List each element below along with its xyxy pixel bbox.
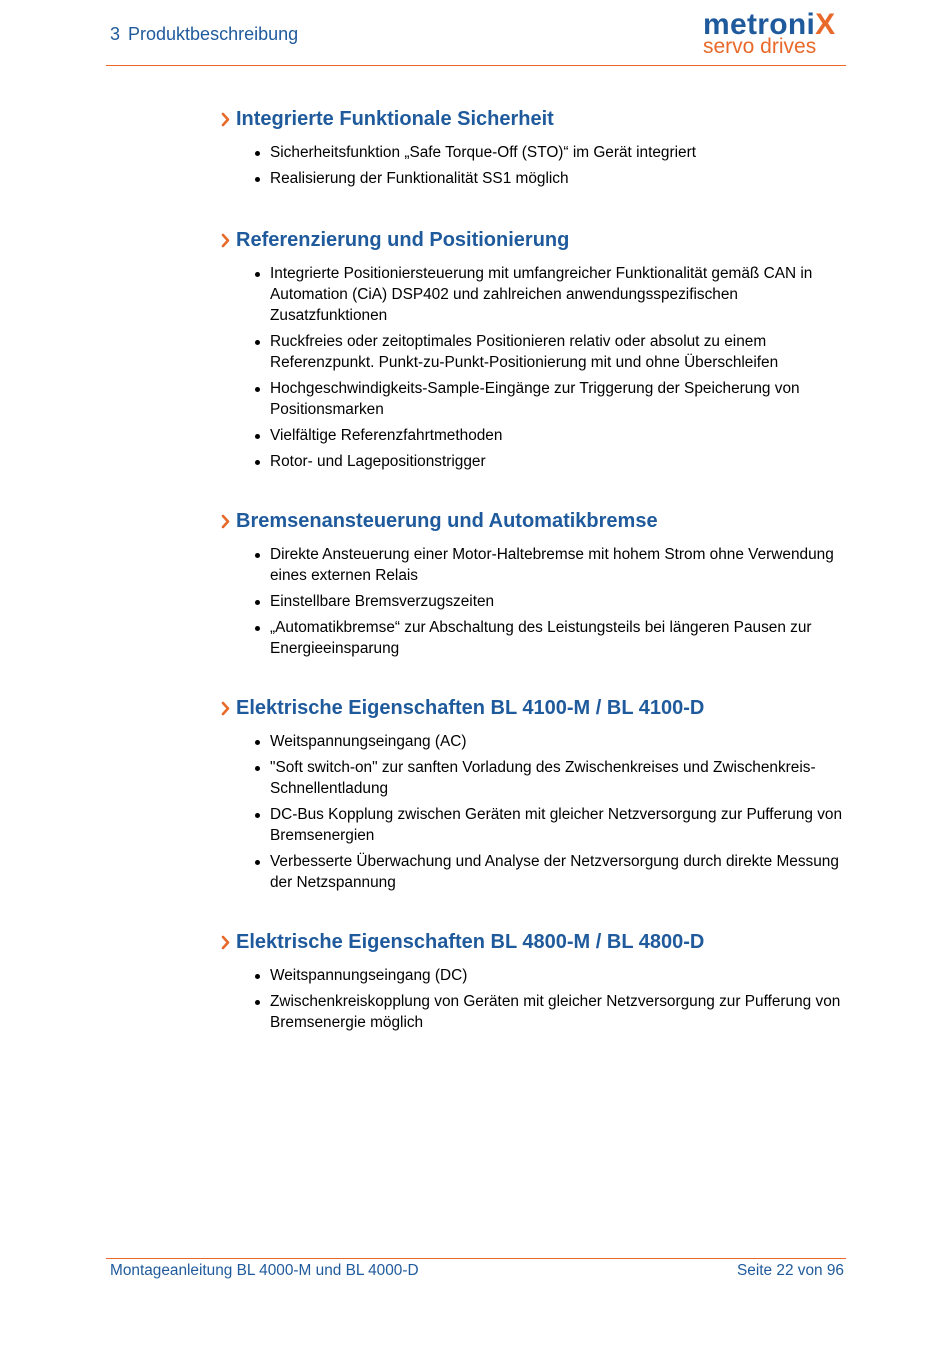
bullet-icon: [255, 151, 260, 156]
section: [220, 929, 850, 1033]
chevron-right-icon: [220, 106, 232, 132]
section-title: Integrierte Funktionale Sicherheit: [236, 108, 554, 130]
list-item: [220, 757, 850, 799]
bullet-icon: [255, 813, 260, 818]
list-item: [220, 331, 850, 373]
bullet-list: [220, 142, 850, 189]
list-item-text: Weitspannungseingang (AC): [270, 733, 467, 750]
chevron-right-icon: [220, 227, 232, 253]
bullet-icon: [255, 860, 260, 865]
chapter-number: 3: [110, 24, 121, 44]
section: [220, 508, 850, 659]
bullet-icon: [255, 766, 260, 771]
list-item-text: Sicherheitsfunktion „Safe Torque-Off (STO)“ im Gerät integriert: [270, 144, 696, 161]
bullet-icon: [255, 177, 260, 182]
list-item: [220, 168, 850, 189]
bullet-icon: [255, 600, 260, 605]
list-item-text: Hochgeschwindigkeits-Sample-Eingänge zur Triggerung der Speicherung von Positionsmarken: [270, 380, 800, 418]
bullet-icon: [255, 626, 260, 631]
list-item-text: Verbesserte Überwachung und Analyse der Netzversorgung durch direkte Messung der Netzspannung: [270, 853, 839, 891]
section-title: Elektrische Eigenschaften BL 4800-M / BL 4800-D: [236, 931, 705, 953]
chevron-right-icon: [220, 695, 232, 721]
list-item: [220, 804, 850, 846]
list-item-text: Ruckfreies oder zeitoptimales Positionieren relativ oder absolut zu einem Referenzpunkt. Punkt-zu-Punkt-Positionierung mit und ohne Überschleifen: [270, 333, 779, 371]
list-item: [220, 544, 850, 586]
page-header: [0, 0, 950, 70]
list-item: [220, 451, 850, 472]
bullet-list: [220, 263, 850, 472]
metronix-logo: [700, 4, 850, 60]
logo-tagline: servo drives: [703, 35, 817, 58]
list-item-text: Einstellbare Bremsverzugszeiten: [270, 593, 495, 610]
logo-word-x: X: [815, 8, 836, 41]
section-heading: [220, 695, 850, 721]
section: [220, 227, 850, 472]
list-item: [220, 731, 850, 752]
chapter-heading: [110, 24, 298, 45]
list-item: [220, 263, 850, 326]
bullet-icon: [255, 387, 260, 392]
main-content: [220, 106, 850, 1069]
bullet-list: [220, 544, 850, 659]
bullet-icon: [255, 974, 260, 979]
section-title: Elektrische Eigenschaften BL 4100-M / BL 4100-D: [236, 697, 705, 719]
list-item-text: Weitspannungseingang (DC): [270, 967, 468, 984]
list-item: [220, 378, 850, 420]
list-item-text: Vielfältige Referenzfahrtmethoden: [270, 427, 503, 444]
footer-page-number: Seite 22 von 96: [737, 1262, 844, 1279]
chevron-right-icon: [220, 929, 232, 955]
list-item: [220, 142, 850, 163]
list-item-text: „Automatikbremse“ zur Abschaltung des Leistungsteils bei längeren Pausen zur Energieeinsparung: [270, 619, 812, 657]
list-item: [220, 425, 850, 446]
logo-word-main: metroni: [703, 8, 816, 41]
bullet-icon: [255, 272, 260, 277]
section: [220, 695, 850, 893]
list-item: [220, 851, 850, 893]
list-item-text: Direkte Ansteuerung einer Motor-Haltebremse mit hohem Strom ohne Verwendung eines externen Relais: [270, 546, 834, 584]
list-item: [220, 965, 850, 986]
bullet-icon: [255, 434, 260, 439]
section-title: Referenzierung und Positionierung: [236, 229, 570, 251]
header-divider: [106, 65, 846, 66]
list-item-text: Zwischenkreiskopplung von Geräten mit gleicher Netzversorgung zur Pufferung von Bremsenergie möglich: [270, 993, 841, 1031]
list-item-text: Integrierte Positioniersteuerung mit umfangreicher Funktionalität gemäß CAN in Automation (CiA) DSP402 und zahlreichen anwendungsspezifischen Zusatzfunktionen: [270, 265, 813, 324]
list-item-text: Realisierung der Funktionalität SS1 möglich: [270, 170, 569, 187]
bullet-icon: [255, 460, 260, 465]
bullet-icon: [255, 340, 260, 345]
section-title: Bremsenansteuerung und Automatikbremse: [236, 510, 658, 532]
bullet-icon: [255, 553, 260, 558]
chevron-right-icon: [220, 508, 232, 534]
list-item-text: "Soft switch-on" zur sanften Vorladung des Zwischenkreises und Zwischenkreis-Schnellentladung: [270, 759, 816, 797]
list-item-text: Rotor- und Lagepositionstrigger: [270, 453, 486, 470]
bullet-list: [220, 731, 850, 893]
footer-divider: [106, 1258, 846, 1259]
chapter-title: Produktbeschreibung: [128, 24, 299, 44]
footer-document-title: Montageanleitung BL 4000-M und BL 4000-D: [110, 1262, 419, 1279]
section-heading: [220, 508, 850, 534]
section-heading: [220, 227, 850, 253]
bullet-icon: [255, 740, 260, 745]
section-heading: [220, 929, 850, 955]
list-item: [220, 591, 850, 612]
list-item-text: DC-Bus Kopplung zwischen Geräten mit gleicher Netzversorgung zur Pufferung von Bremsenergien: [270, 806, 843, 844]
section: [220, 106, 850, 189]
list-item: [220, 991, 850, 1033]
section-heading: [220, 106, 850, 132]
bullet-list: [220, 965, 850, 1033]
list-item: [220, 617, 850, 659]
bullet-icon: [255, 1000, 260, 1005]
